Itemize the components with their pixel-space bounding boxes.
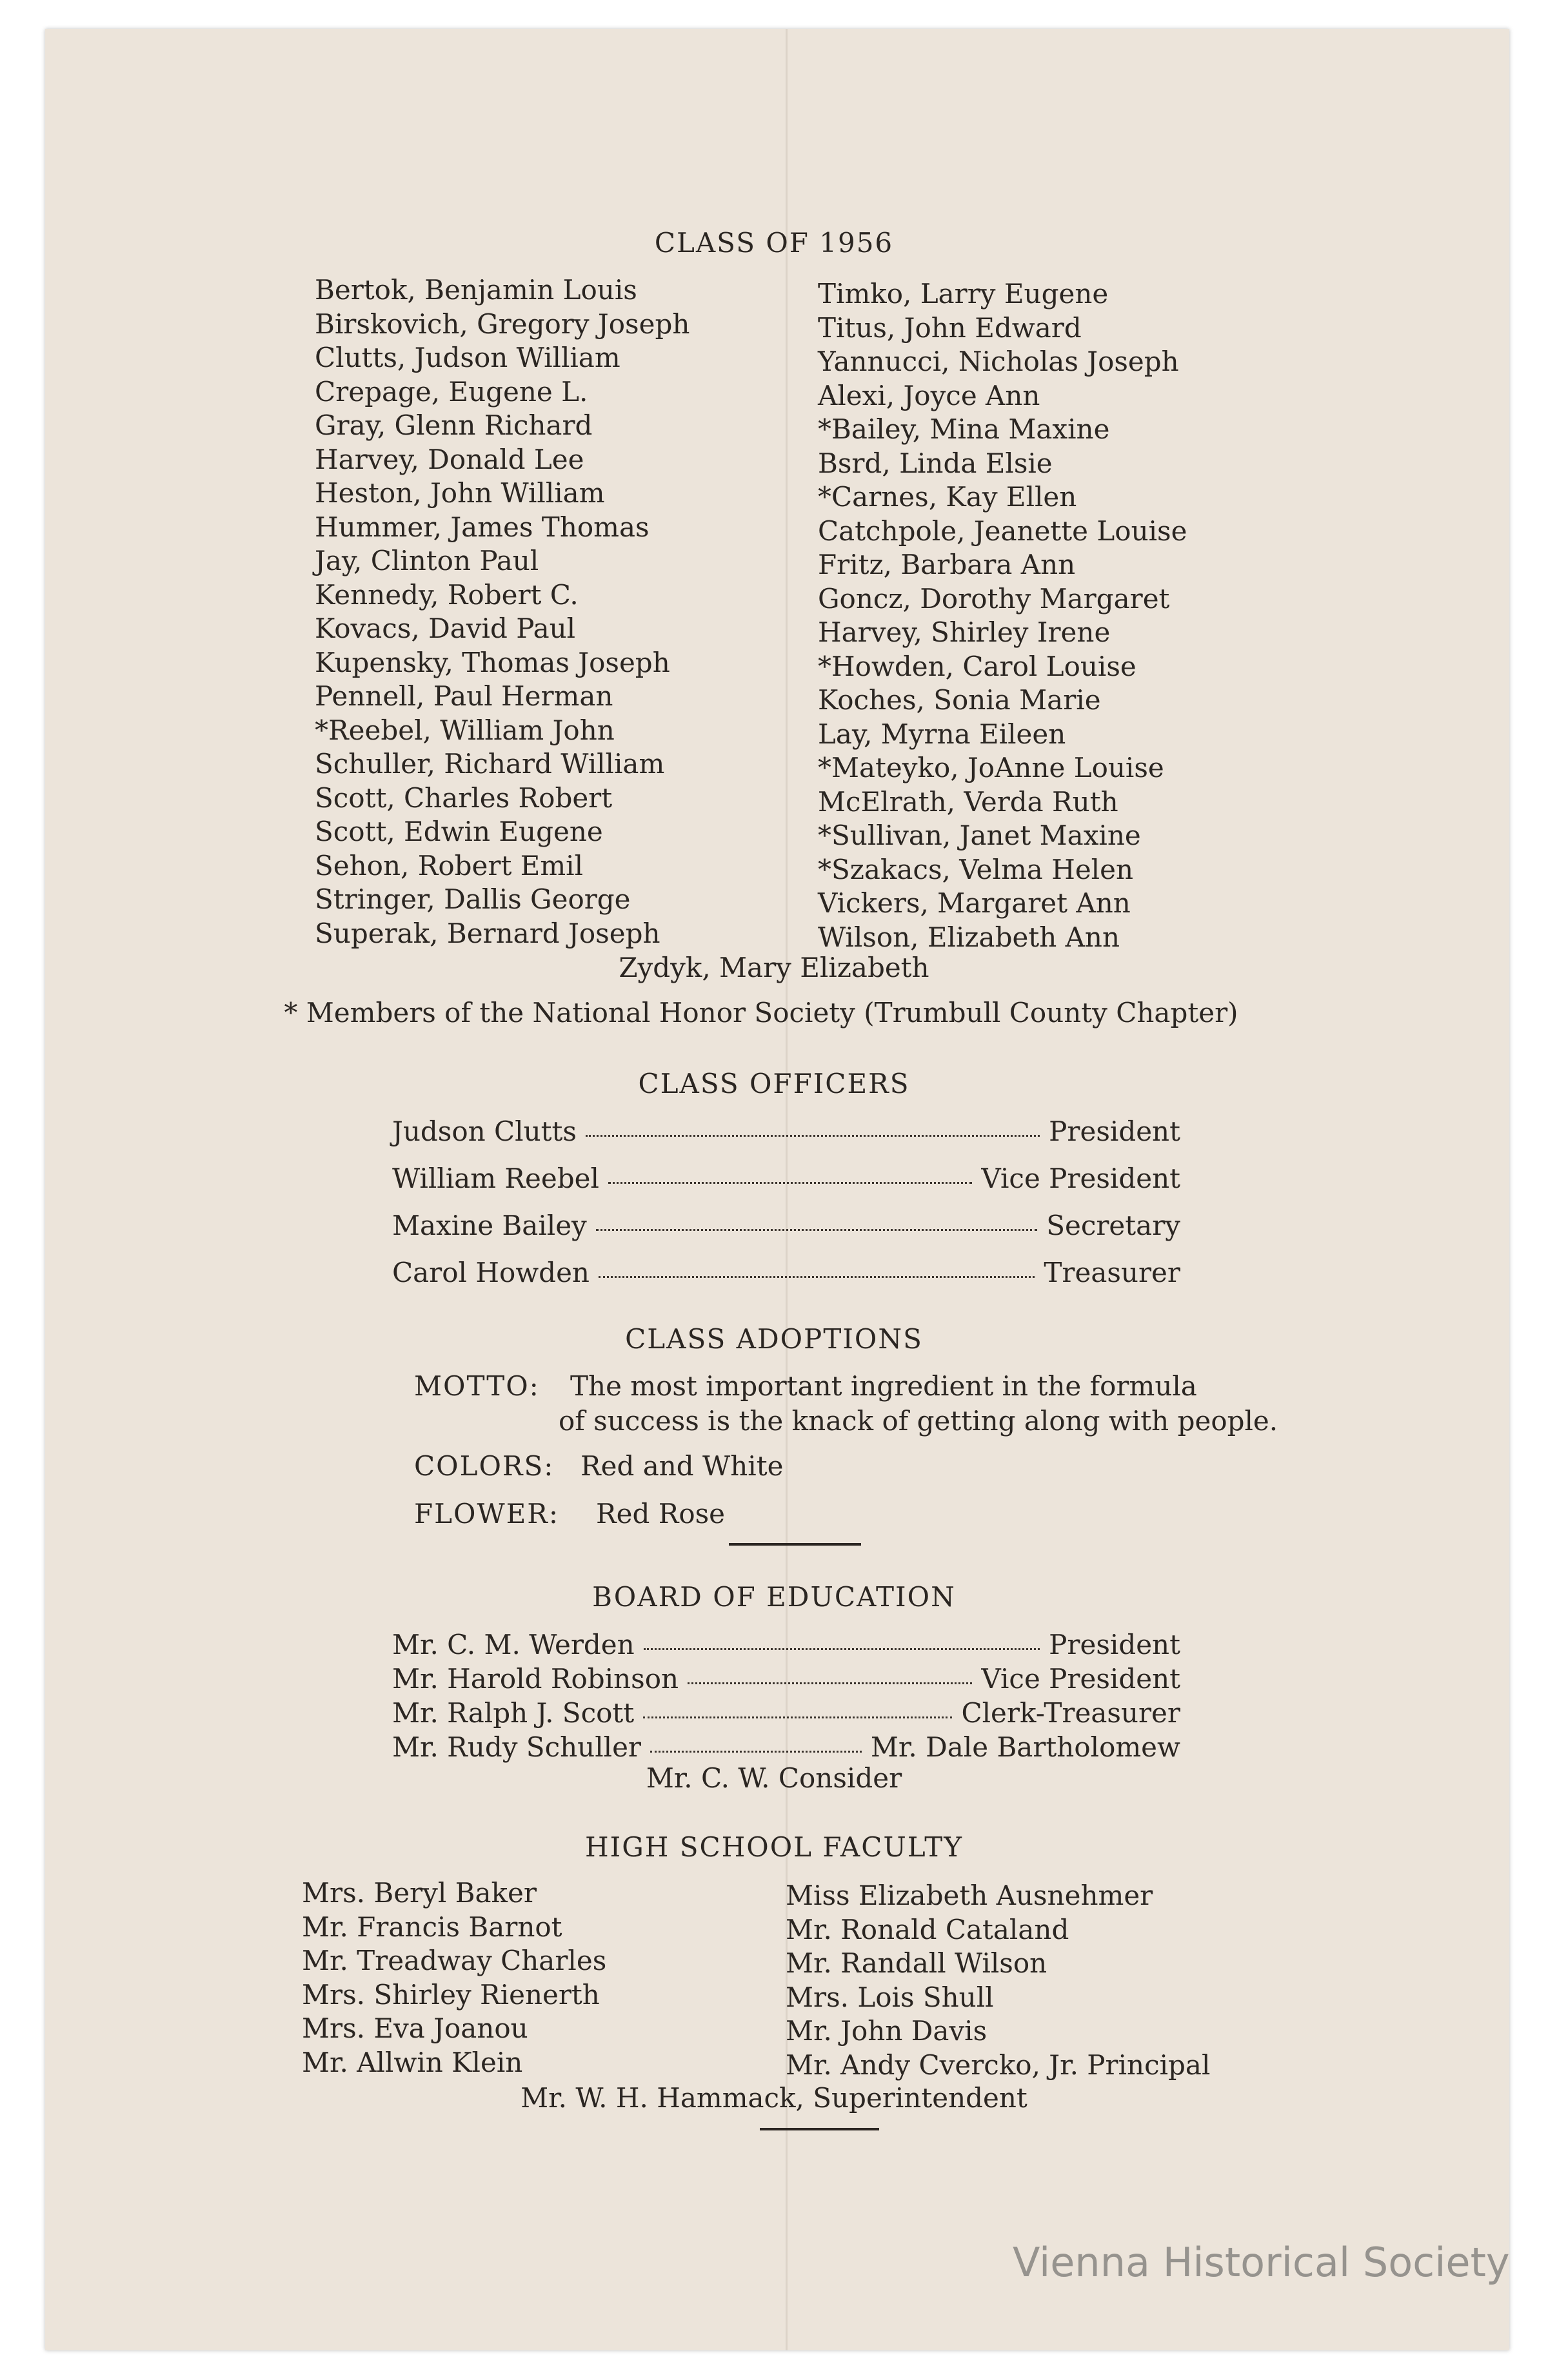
- student-name: Birskovich, Gregory Joseph: [315, 308, 690, 340]
- board-row: [392, 1731, 1180, 1763]
- faculty-member: Mrs. Lois Shull: [786, 1981, 994, 2013]
- student-name: Wilson, Elizabeth Ann: [818, 921, 1120, 953]
- student-name: Kennedy, Robert C.: [315, 578, 579, 611]
- faculty-member: Mr. Randall Wilson: [786, 1947, 1047, 1979]
- faculty-member: Mrs. Eva Joanou: [302, 2012, 528, 2044]
- student-name: Heston, John William: [315, 477, 605, 509]
- colors-value: Red and White: [580, 1450, 784, 1482]
- board-row-name: Mr. Harold Robinson: [392, 1663, 679, 1695]
- student-name: Pennell, Paul Herman: [315, 680, 613, 712]
- motto-line-2: of success is the knack of getting along with people.: [559, 1405, 1278, 1437]
- honor-society-footnote: * Members of the National Honor Society (Trumbull County Chapter): [284, 997, 1238, 1028]
- student-name: Stringer, Dallis George: [315, 883, 631, 915]
- student-name: Koches, Sonia Marie: [818, 684, 1101, 716]
- officer-row-office: Treasurer: [1044, 1257, 1180, 1288]
- student-name: Fritz, Barbara Ann: [818, 549, 1076, 580]
- officer-row: [392, 1257, 1180, 1288]
- officer-row-name: Maxine Bailey: [392, 1210, 587, 1241]
- officer-row-name: William Reebel: [392, 1163, 599, 1194]
- dot-leader: [650, 1751, 862, 1753]
- faculty-title: HIGH SCHOOL FACULTY: [585, 1831, 963, 1863]
- board-row: [392, 1697, 1180, 1729]
- board-title: BOARD OF EDUCATION: [592, 1581, 956, 1613]
- faculty-member: Miss Elizabeth Ausnehmer: [786, 1880, 1153, 1911]
- dot-leader: [586, 1135, 1040, 1137]
- student-name: Kupensky, Thomas Joseph: [315, 646, 670, 678]
- student-name: *Carnes, Kay Ellen: [818, 481, 1077, 513]
- faculty-member: Mr. John Davis: [786, 2015, 987, 2047]
- student-name: Bsrd, Linda Elsie: [818, 447, 1053, 479]
- student-name: Kovacs, David Paul: [315, 613, 576, 644]
- class-officers-title: CLASS OFFICERS: [638, 1068, 910, 1099]
- colors-label: COLORS:: [414, 1450, 555, 1482]
- class-left-column: [315, 273, 690, 950]
- student-name: Timko, Larry Eugene: [818, 278, 1109, 310]
- student-name: Lay, Myrna Eileen: [818, 718, 1066, 750]
- dot-leader: [644, 1648, 1040, 1650]
- board-row: [392, 1629, 1180, 1660]
- student-name: *Sullivan, Janet Maxine: [818, 820, 1141, 851]
- faculty-member: Mr. Treadway Charles: [302, 1945, 607, 1976]
- faculty-right-column: [786, 1879, 1210, 2082]
- student-name: Clutts, Judson William: [315, 342, 620, 373]
- board-row: [392, 1663, 1180, 1695]
- board-row-office: President: [1049, 1629, 1180, 1660]
- student-name: Goncz, Dorothy Margaret: [818, 582, 1170, 615]
- flower-value: Red Rose: [596, 1498, 726, 1529]
- officer-row-office: President: [1049, 1116, 1180, 1147]
- board-row-name: Mr. Rudy Schuller: [392, 1731, 641, 1763]
- student-name: Harvey, Donald Lee: [315, 443, 584, 475]
- faculty-member: Mr. Ronald Cataland: [786, 1913, 1069, 1945]
- student-name: Alexi, Joyce Ann: [818, 379, 1040, 411]
- student-name: *Szakacs, Velma Helen: [818, 853, 1134, 885]
- faculty-member: Mr. Francis Barnot: [302, 1911, 562, 1943]
- class-right-column: [818, 277, 1187, 954]
- motto-label: MOTTO:: [414, 1370, 540, 1402]
- student-name: *Howden, Carol Louise: [818, 650, 1136, 682]
- student-name: *Bailey, Mina Maxine: [818, 413, 1110, 445]
- faculty-left-column: [302, 1876, 606, 2080]
- officer-row: [392, 1116, 1180, 1147]
- faculty-member: Mrs. Shirley Rienerth: [302, 1978, 600, 2011]
- student-name: Sehon, Robert Emil: [315, 849, 584, 881]
- officer-row: [392, 1210, 1180, 1241]
- student-name: Hummer, James Thomas: [315, 511, 650, 543]
- student-name: Schuller, Richard William: [315, 748, 665, 780]
- student-name: Superak, Bernard Joseph: [315, 917, 660, 949]
- student-name: Titus, John Edward: [818, 311, 1082, 344]
- officer-row-name: Carol Howden: [392, 1257, 590, 1288]
- board-row-office: Clerk-Treasurer: [961, 1697, 1180, 1729]
- board-row-name: Mr. C. M. Werden: [392, 1629, 635, 1660]
- student-name: Catchpole, Jeanette Louise: [818, 515, 1187, 547]
- student-name: Jay, Clinton Paul: [315, 545, 539, 576]
- student-name: Scott, Charles Robert: [315, 782, 613, 814]
- closing-divider: [760, 2128, 879, 2130]
- student-name: Gray, Glenn Richard: [315, 409, 593, 441]
- dot-leader: [643, 1716, 952, 1718]
- board-row-office: Vice President: [981, 1663, 1180, 1695]
- superintendent: Mr. W. H. Hammack, Superintendent: [521, 2082, 1027, 2114]
- student-name: McElrath, Verda Ruth: [818, 785, 1118, 818]
- class-last-name: Zydyk, Mary Elizabeth: [619, 952, 929, 983]
- faculty-member: Mr. Allwin Klein: [302, 2046, 523, 2078]
- officer-row: [392, 1163, 1180, 1194]
- dot-leader: [596, 1229, 1037, 1231]
- faculty-member: Mrs. Beryl Baker: [302, 1877, 537, 1909]
- motto-line-1: The most important ingredient in the formula: [570, 1370, 1197, 1402]
- section-divider: [729, 1543, 861, 1546]
- board-row-office: Mr. Dale Bartholomew: [870, 1731, 1180, 1763]
- student-name: *Mateyko, JoAnne Louise: [818, 752, 1164, 783]
- flower-label: FLOWER:: [414, 1498, 560, 1529]
- faculty-member: Mr. Andy Cvercko, Jr. Principal: [786, 2049, 1211, 2081]
- student-name: Vickers, Margaret Ann: [818, 887, 1131, 919]
- student-name: Harvey, Shirley Irene: [818, 616, 1111, 648]
- board-last-member: Mr. C. W. Consider: [646, 1762, 902, 1794]
- officer-row-office: Vice President: [981, 1163, 1180, 1194]
- dot-leader: [688, 1682, 972, 1684]
- student-name: Yannucci, Nicholas Joseph: [818, 346, 1179, 377]
- student-name: Scott, Edwin Eugene: [315, 816, 603, 847]
- officer-row-office: Secretary: [1046, 1210, 1180, 1241]
- watermark: Vienna Historical Society: [1013, 2239, 1510, 2286]
- board-row-name: Mr. Ralph J. Scott: [392, 1697, 635, 1729]
- student-name: Bertok, Benjamin Louis: [315, 274, 637, 306]
- class-adoptions-title: CLASS ADOPTIONS: [625, 1323, 923, 1355]
- student-name: Crepage, Eugene L.: [315, 375, 588, 408]
- class-title: CLASS OF 1956: [654, 227, 894, 259]
- officer-row-name: Judson Clutts: [392, 1116, 577, 1147]
- dot-leader: [599, 1276, 1035, 1278]
- dot-leader: [608, 1182, 973, 1184]
- student-name: *Reebel, William John: [315, 714, 615, 746]
